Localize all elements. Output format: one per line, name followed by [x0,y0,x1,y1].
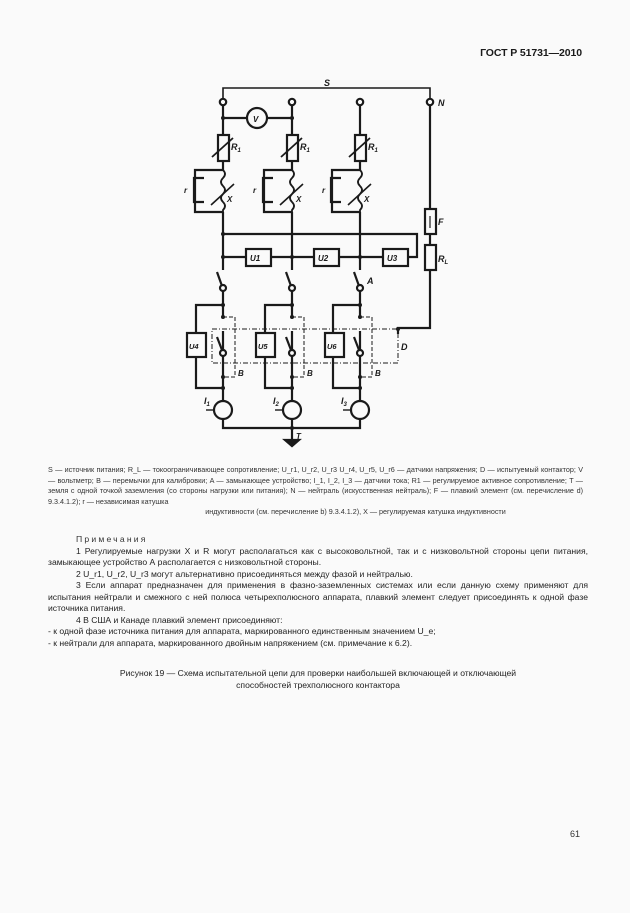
label-d: D [401,342,408,352]
svg-text:B: B [238,369,244,378]
note-3: 3 Если аппарат предназначен для применения в фазно-заземленных системах или если данную схему применяют для испытания нейтрали и смежного с ней полюса четырехполюсного аппарата, плавкий элемент следует присоединять к одной фазе источника питания. [48,580,588,613]
svg-text:U4: U4 [189,342,199,351]
standard-number: ГОСТ Р 51731—2010 [480,47,582,59]
svg-text:r: r [253,186,257,195]
label-neutral: N [438,98,445,108]
figure-caption [48,667,588,691]
svg-text:X: X [364,195,370,204]
svg-text:U3: U3 [387,254,398,263]
svg-text:B: B [375,369,381,378]
label-voltmeter: V [253,115,259,124]
svg-text:U5: U5 [258,342,268,351]
svg-text:R1: $R_1$ [300,142,310,154]
legend-text: S — источник питания; R_L — токоограничивающее сопротивление; U_r1, U_r2, U_r3 U_r4, U_r5, U_r6 — датчики напряжения; D — испытуемый контактор; V — вольтметр; B — перемычки для калибровки; A — замыкающее устройство; I_1, I_2, I_3 — датчики тока; R1 — регулируемое активное сопротивление; T — земля с одной точкой заземления (со стороны нагрузки или питания); N — нейтраль (искусственная нейтраль); F — плавкий элемент (см. перечисление d) 9.3.4.1.2); r — независимая катушка [48,465,583,506]
svg-text:RL: $R_L$ [438,254,449,266]
svg-text:U2: U2 [318,254,329,263]
svg-text:B: B [307,369,313,378]
svg-text:r: r [322,186,326,195]
figure-legend [48,465,583,518]
svg-text:U1: U1 [250,254,261,263]
svg-text:R1: $R_1$ [368,142,378,154]
svg-text:X: X [296,195,302,204]
caption-line-2: способностей трехполюсного контактора [236,680,400,690]
svg-text:R1: $R_1$ [231,142,241,154]
svg-text:I1: $I_1$ [204,396,210,408]
svg-text:r: r [184,186,188,195]
note-2: 2 U_r1, U_r2, U_r3 могут альтернативно присоединяться между фазой и нейтралью. [76,568,413,579]
svg-text:I3: $I_3$ [341,396,347,408]
label-switch-a: A [367,276,374,286]
note-4-dash-1: - к одной фазе источника питания для аппарата, маркированного единственным значением U_e; [48,626,436,636]
label-earth: T [296,432,301,441]
svg-text:I2: $I_2$ [273,396,279,408]
notes-section [48,534,588,649]
svg-text:X: X [227,195,233,204]
caption-line-1: Рисунок 19 — Схема испытательной цепи для проверки наибольшей включающей и отключающей [119,668,517,678]
note-4-dash-2: - к нейтрали для аппарата, маркированного двойным напряжением (см. примечание к 6.2). [48,637,413,648]
notes-title: Примечания [76,534,148,544]
page-number: 61 [570,829,581,839]
note-1: 1 Регулируемые нагрузки X и R могут располагаться как с высоковольтной, так и с низковольтной стороны цепи питания, замыкающее устройство А располагается с низковольтной стороны. [48,545,588,567]
note-4: 4 В США и Канаде плавкий элемент присоединяют: [76,614,283,625]
svg-text:U6: U6 [327,342,337,351]
label-source: S [324,78,331,88]
legend-text-last: индуктивности (см. перечисление b) 9.3.4.1.2), X — регулируемая катушка индуктивности [205,507,506,517]
label-fuse: F [438,217,444,227]
